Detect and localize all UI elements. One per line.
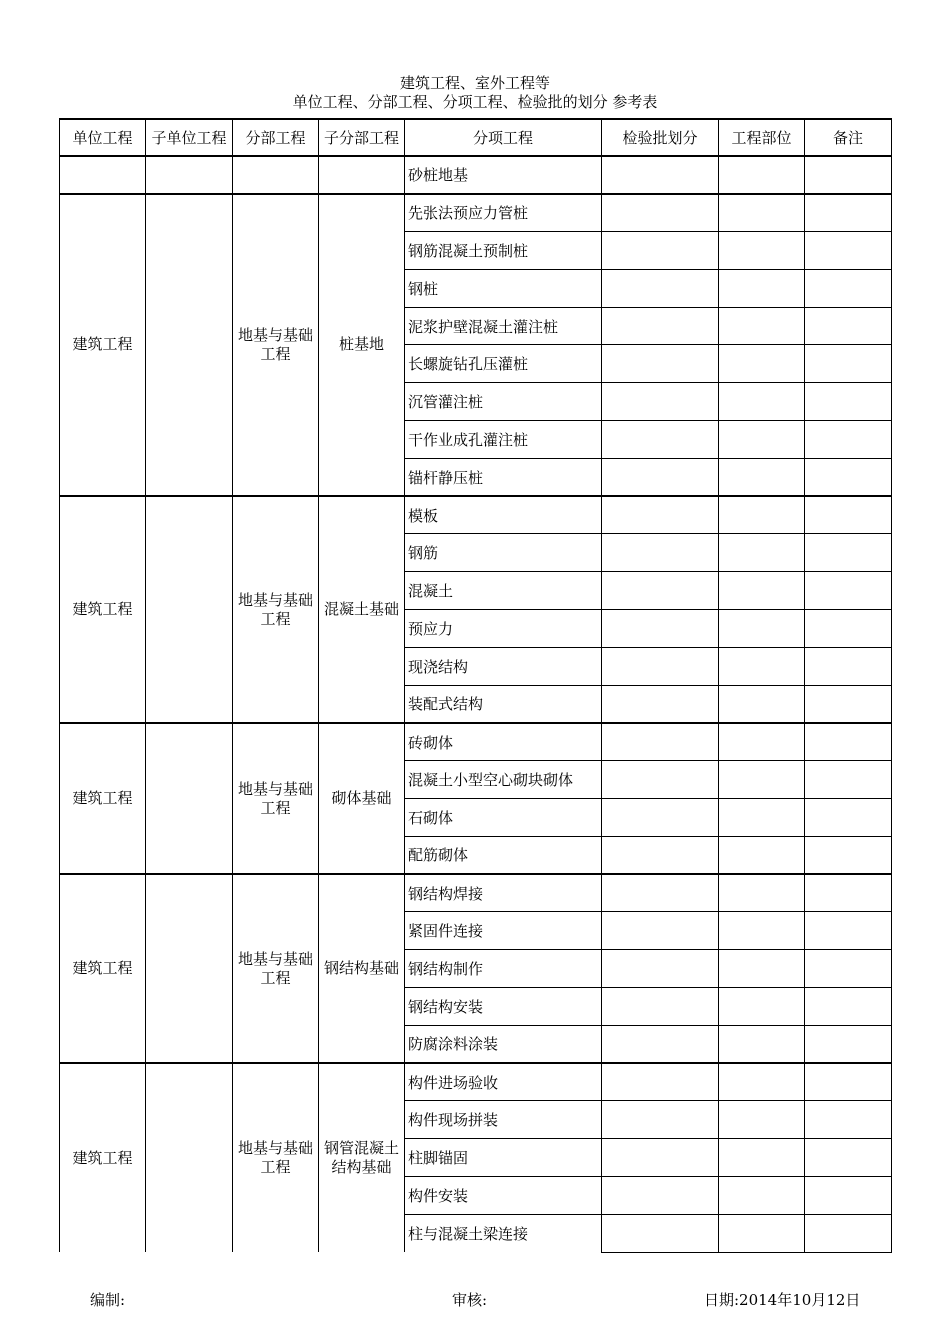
item-cell: 构件现场拼装 (405, 1101, 602, 1139)
header-subunit: 子单位工程 (146, 119, 233, 156)
subdivision-cell: 桩基地 (319, 194, 405, 496)
header-unit: 单位工程 (60, 119, 146, 156)
inspection-lot-cell (602, 1177, 719, 1215)
location-cell (719, 647, 805, 685)
table-row (60, 496, 892, 534)
inspection-lot-cell (602, 685, 719, 723)
item-cell: 混凝土 (405, 572, 602, 610)
table-row (60, 194, 892, 232)
remarks-cell (805, 156, 892, 194)
location-cell (719, 421, 805, 459)
location-cell (719, 761, 805, 799)
item-cell: 先张法预应力管桩 (405, 194, 602, 232)
header-inspection-lot: 检验批划分 (602, 119, 719, 156)
remarks-cell (805, 1177, 892, 1215)
remarks-cell (805, 496, 892, 534)
location-cell (719, 988, 805, 1026)
subdivision-cell: 混凝土基础 (319, 496, 405, 723)
remarks-cell (805, 307, 892, 345)
subunit-cell (146, 723, 233, 874)
remarks-cell (805, 1139, 892, 1177)
item-cell: 沉管灌注桩 (405, 383, 602, 421)
inspection-lot-cell (602, 647, 719, 685)
item-cell: 混凝土小型空心砌块砌体 (405, 761, 602, 799)
unit-cell: 建筑工程 (60, 1063, 146, 1252)
remarks-cell (805, 1101, 892, 1139)
inspection-lot-cell (602, 723, 719, 761)
location-cell (719, 307, 805, 345)
division-cell (233, 156, 319, 194)
header-row (60, 119, 892, 156)
remarks-cell (805, 799, 892, 837)
table-row (60, 1063, 892, 1101)
subunit-cell (146, 156, 233, 194)
unit-cell: 建筑工程 (60, 194, 146, 496)
remarks-cell (805, 988, 892, 1026)
item-cell: 钢筋 (405, 534, 602, 572)
item-cell: 构件进场验收 (405, 1063, 602, 1101)
remarks-cell (805, 383, 892, 421)
table-row (60, 874, 892, 912)
location-cell (719, 836, 805, 874)
inspection-lot-cell (602, 194, 719, 232)
inspection-lot-cell (602, 345, 719, 383)
remarks-cell (805, 836, 892, 874)
inspection-lot-cell (602, 1025, 719, 1063)
inspection-lot-cell (602, 610, 719, 648)
remarks-cell (805, 610, 892, 648)
item-cell: 钢筋混凝土预制桩 (405, 232, 602, 270)
division-cell: 地基与基础 工程 (233, 194, 319, 496)
item-cell: 锚杆静压桩 (405, 458, 602, 496)
subunit-cell (146, 194, 233, 496)
location-cell (719, 723, 805, 761)
inspection-lot-cell (602, 458, 719, 496)
location-cell (719, 496, 805, 534)
unit-cell (60, 156, 146, 194)
subdivision-cell: 钢结构基础 (319, 874, 405, 1063)
inspection-lot-cell (602, 232, 719, 270)
division-cell: 地基与基础 工程 (233, 723, 319, 874)
remarks-cell (805, 345, 892, 383)
location-cell (719, 194, 805, 232)
remarks-cell (805, 458, 892, 496)
inspection-lot-cell (602, 1139, 719, 1177)
remarks-cell (805, 421, 892, 459)
location-cell (719, 458, 805, 496)
division-cell: 地基与基础 工程 (233, 1063, 319, 1252)
item-cell: 配筋砌体 (405, 836, 602, 874)
remarks-cell (805, 647, 892, 685)
table-body (60, 156, 892, 1252)
table-title (0, 74, 950, 112)
remarks-cell (805, 232, 892, 270)
remarks-cell (805, 950, 892, 988)
subdivision-cell (319, 156, 405, 194)
header-remarks: 备注 (805, 119, 892, 156)
subunit-cell (146, 1063, 233, 1252)
location-cell (719, 912, 805, 950)
header-item: 分项工程 (405, 119, 602, 156)
inspection-lot-cell (602, 1063, 719, 1101)
header-division: 分部工程 (233, 119, 319, 156)
inspection-lot-cell (602, 836, 719, 874)
inspection-lot-cell (602, 988, 719, 1026)
item-cell: 砂桩地基 (405, 156, 602, 194)
remarks-cell (805, 1025, 892, 1063)
inspection-lot-cell (602, 269, 719, 307)
title-line-2: 单位工程、分部工程、分项工程、检验批的划分 参考表 (292, 93, 658, 111)
division-cell: 地基与基础 工程 (233, 496, 319, 723)
location-cell (719, 269, 805, 307)
location-cell (719, 799, 805, 837)
remarks-cell (805, 685, 892, 723)
remarks-cell (805, 723, 892, 761)
item-cell: 装配式结构 (405, 685, 602, 723)
inspection-lot-cell (602, 383, 719, 421)
remarks-cell (805, 1063, 892, 1101)
location-cell (719, 685, 805, 723)
inspection-lot-cell (602, 572, 719, 610)
inspection-lot-cell (602, 1214, 719, 1252)
title-line-1: 建筑工程、室外工程等 (399, 74, 550, 92)
remarks-cell (805, 534, 892, 572)
inspection-lot-cell (602, 912, 719, 950)
item-cell: 钢桩 (405, 269, 602, 307)
location-cell (719, 610, 805, 648)
remarks-cell (805, 1214, 892, 1252)
inspection-lot-cell (602, 421, 719, 459)
reviewer-label: 审核: (452, 1291, 488, 1309)
location-cell (719, 1139, 805, 1177)
header-subdivision: 子分部工程 (319, 119, 405, 156)
remarks-cell (805, 761, 892, 799)
remarks-cell (805, 194, 892, 232)
location-cell (719, 572, 805, 610)
item-cell: 构件安装 (405, 1177, 602, 1215)
item-cell: 模板 (405, 496, 602, 534)
inspection-lot-cell (602, 496, 719, 534)
inspection-lot-cell (602, 156, 719, 194)
item-cell: 泥浆护壁混凝土灌注桩 (405, 307, 602, 345)
item-cell: 柱与混凝土梁连接 (405, 1214, 602, 1252)
subdivision-cell: 钢管混凝土 结构基础 (319, 1063, 405, 1252)
editor-label: 编制: (90, 1291, 126, 1309)
inspection-lot-cell (602, 761, 719, 799)
item-cell: 紧固件连接 (405, 912, 602, 950)
inspection-lot-cell (602, 534, 719, 572)
location-cell (719, 1063, 805, 1101)
remarks-cell (805, 572, 892, 610)
location-cell (719, 874, 805, 912)
location-cell (719, 1214, 805, 1252)
subdivision-cell: 砌体基础 (319, 723, 405, 874)
item-cell: 砖砌体 (405, 723, 602, 761)
remarks-cell (805, 269, 892, 307)
inspection-lot-cell (602, 307, 719, 345)
remarks-cell (805, 874, 892, 912)
location-cell (719, 1101, 805, 1139)
location-cell (719, 232, 805, 270)
item-cell: 钢结构安装 (405, 988, 602, 1026)
table-row (60, 723, 892, 761)
unit-cell: 建筑工程 (60, 874, 146, 1063)
item-cell: 现浇结构 (405, 647, 602, 685)
division-table (59, 118, 892, 1253)
division-cell: 地基与基础 工程 (233, 874, 319, 1063)
location-cell (719, 1177, 805, 1215)
inspection-lot-cell (602, 874, 719, 912)
item-cell: 钢结构制作 (405, 950, 602, 988)
location-cell (719, 156, 805, 194)
item-cell: 预应力 (405, 610, 602, 648)
unit-cell: 建筑工程 (60, 496, 146, 723)
unit-cell: 建筑工程 (60, 723, 146, 874)
inspection-lot-cell (602, 1101, 719, 1139)
remarks-cell (805, 912, 892, 950)
subunit-cell (146, 874, 233, 1063)
item-cell: 石砌体 (405, 799, 602, 837)
item-cell: 柱脚锚固 (405, 1139, 602, 1177)
table-row (60, 156, 892, 194)
item-cell: 钢结构焊接 (405, 874, 602, 912)
inspection-lot-cell (602, 950, 719, 988)
location-cell (719, 345, 805, 383)
header-location: 工程部位 (719, 119, 805, 156)
location-cell (719, 950, 805, 988)
inspection-lot-cell (602, 799, 719, 837)
subunit-cell (146, 496, 233, 723)
item-cell: 防腐涂料涂装 (405, 1025, 602, 1063)
item-cell: 干作业成孔灌注桩 (405, 421, 602, 459)
item-cell: 长螺旋钻孔压灌桩 (405, 345, 602, 383)
location-cell (719, 534, 805, 572)
location-cell (719, 383, 805, 421)
date-label: 日期:2014年10月12日 (704, 1291, 861, 1309)
location-cell (719, 1025, 805, 1063)
